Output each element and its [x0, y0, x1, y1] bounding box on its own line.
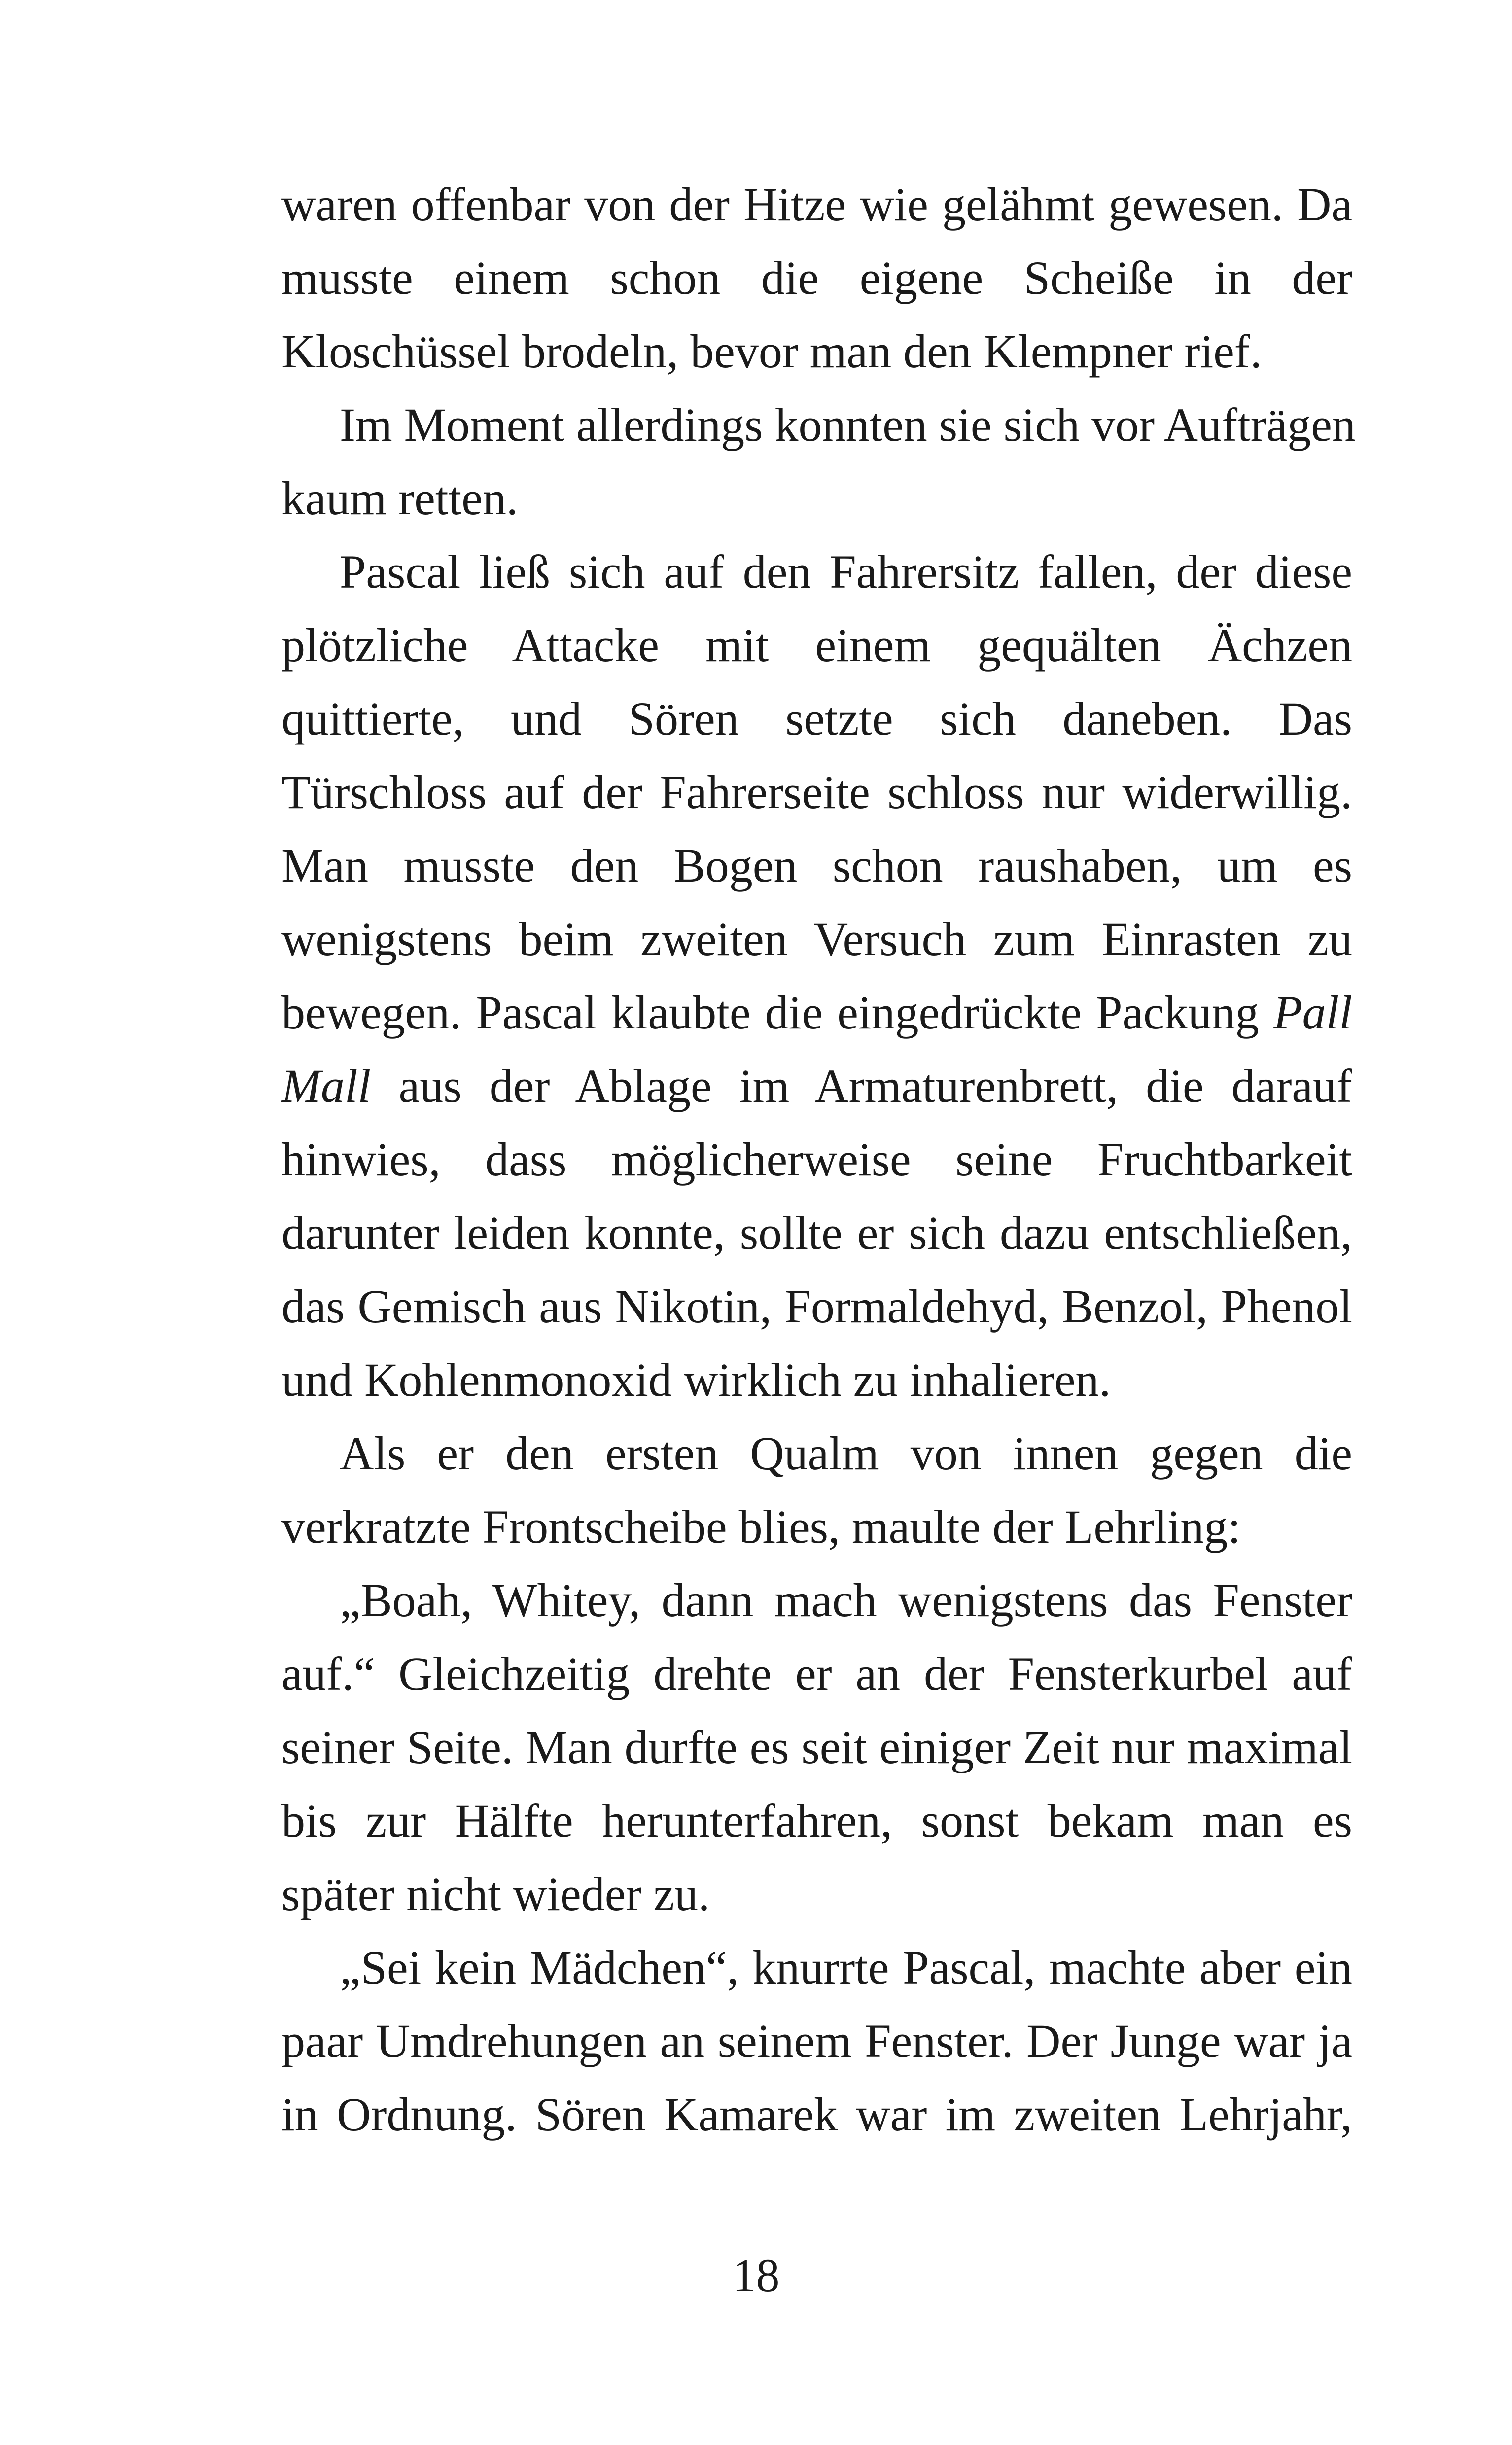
- page-number: 18: [732, 2249, 780, 2302]
- paragraph-1: [223, 168, 1352, 388]
- italic-brand-text: Mall: [281, 1060, 371, 1112]
- text-line: verkratzte Frontscheibe blies, maulte der Lehrling:: [281, 1500, 1241, 1553]
- text-line: „Sei kein Mädchen“, knurrte Pascal, machte aber ein: [340, 1941, 1352, 1994]
- text-line: das Gemisch aus Nikotin, Formaldehyd, Benzol, Phenol: [281, 1280, 1352, 1333]
- text-line: [223, 976, 1352, 1049]
- text-line: waren offenbar von der Hitze wie gelähmt gewesen. Da: [281, 178, 1352, 231]
- text-line: Im Moment allerdings konnten sie sich vor Aufträgen: [340, 398, 1356, 451]
- text-line: hinwies, dass möglicherweise seine Fruchtbarkeit: [281, 1133, 1352, 1186]
- body-text: [223, 168, 1356, 2151]
- text-line: musste einem schon die eigene Scheiße in der: [281, 251, 1352, 304]
- text-line: Man musste den Bogen schon raushaben, um es: [281, 839, 1352, 892]
- paragraph-4: [223, 1417, 1352, 1563]
- text-line: Türschloss auf der Fahrerseite schloss nur widerwillig.: [281, 766, 1352, 818]
- text-line: Kloschüssel brodeln, bevor man den Klempner rief.: [281, 325, 1262, 378]
- paragraph-6: [223, 1931, 1352, 2151]
- text-segment: aus der Ablage im Armaturenbrett, die darauf: [398, 1060, 1353, 1112]
- text-line: kaum retten.: [281, 472, 518, 525]
- paragraph-5: [223, 1563, 1352, 1931]
- text-line: [223, 1049, 1352, 1123]
- text-line: bis zur Hälfte herunterfahren, sonst bekam man es: [281, 1794, 1352, 1847]
- text-line: „Boah, Whitey, dann mach wenigstens das Fenster: [340, 1574, 1352, 1627]
- text-line: plötzliche Attacke mit einem gequälten Ächzen: [281, 619, 1352, 672]
- italic-brand-text: Pall: [1273, 986, 1352, 1039]
- text-line: quittierte, und Sören setzte sich daneben. Das: [281, 692, 1352, 745]
- text-line: paar Umdrehungen an seinem Fenster. Der Junge war ja: [281, 2015, 1352, 2067]
- text-line: in Ordnung. Sören Kamarek war im zweiten Lehrjahr,: [281, 2088, 1352, 2141]
- text-line: Pascal ließ sich auf den Fahrersitz fallen, der diese: [340, 545, 1352, 598]
- paragraph-2: [223, 388, 1356, 535]
- text-line: seiner Seite. Man durfte es seit einiger Zeit nur maximal: [281, 1721, 1352, 1773]
- text-line: auf.“ Gleichzeitig drehte er an der Fensterkurbel auf: [281, 1647, 1352, 1700]
- text-line: wenigstens beim zweiten Versuch zum Einrasten zu: [281, 913, 1352, 965]
- text-segment: bewegen. Pascal klaubte die eingedrückte Packung: [281, 986, 1274, 1039]
- text-line: später nicht wieder zu.: [281, 1868, 710, 1920]
- text-line: Als er den ersten Qualm von innen gegen die: [340, 1427, 1352, 1480]
- text-line: und Kohlenmonoxid wirklich zu inhalieren.: [281, 1353, 1111, 1406]
- paragraph-3: [223, 535, 1352, 1417]
- text-line: darunter leiden konnte, sollte er sich dazu entschließen,: [281, 1206, 1352, 1259]
